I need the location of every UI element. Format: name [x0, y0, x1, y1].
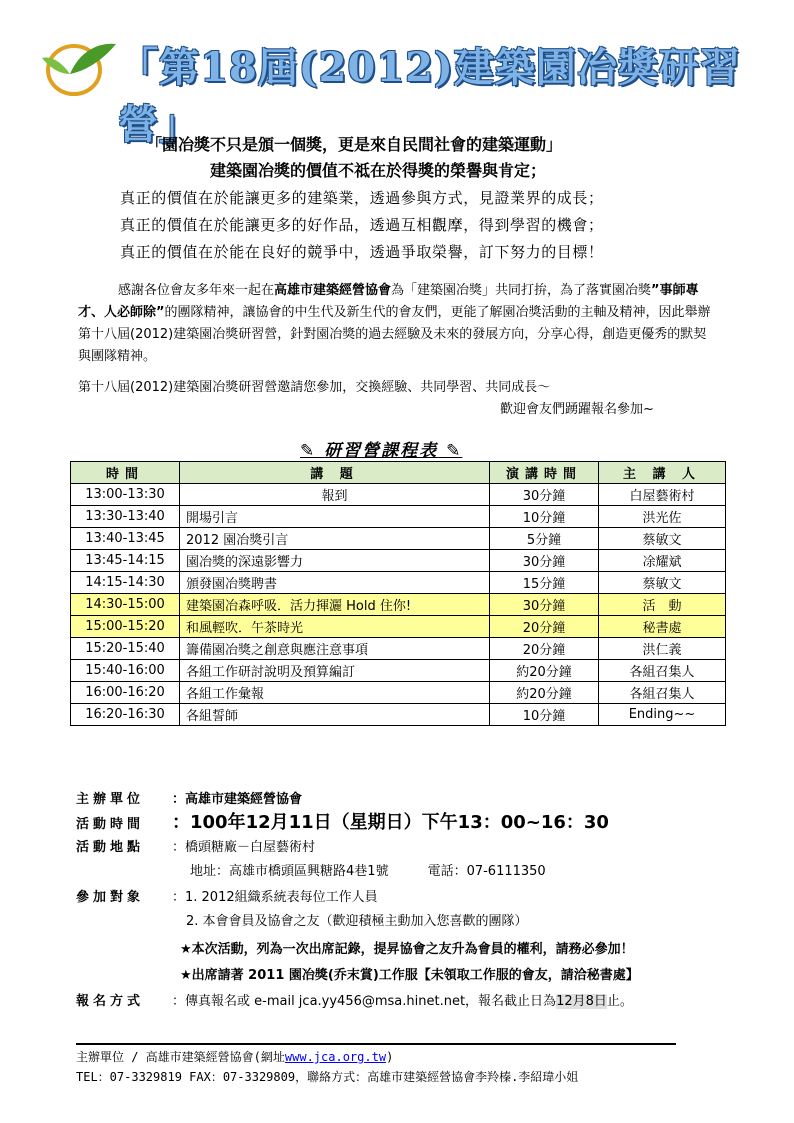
- cell-speaker: 洪仁義: [599, 638, 726, 660]
- cell-duration: 30分鐘: [490, 594, 599, 616]
- intro-paragraph: 感謝各位會友多年來一起在高雄市建築經營協會為「建築園冶獎」共同打拚，為了落實園冶獎”事師專才、人必師除”的團隊精神，讓協會的中生代及新生代的會友們，更能了解園冶獎活動的主軸及精神，因此舉辦第十八屆(2012)建築園冶獎研習營，針對園冶獎的過去經驗及未來的發展方向，分享心得，創造更優秀的默契與團隊精神。: [78, 283, 711, 364]
- cell-time: 13:00-13:30: [71, 484, 180, 506]
- pencil-icon: ✎: [438, 441, 463, 461]
- welcome-text: 歡迎會友們踴躍報名參加~: [500, 402, 654, 417]
- header-speaker: 主 講 人: [599, 462, 726, 484]
- organizer-row: 主辦單位 ：高雄市建築經營協會: [76, 788, 302, 807]
- cell-topic: 2012 園冶獎引言: [180, 528, 490, 550]
- footer-line-1: 主辦單位 / 高雄市建築經營協會(網址www.jca.org.tw): [76, 1050, 394, 1064]
- organizer-label: 主辦單位: [76, 792, 145, 807]
- table-header-row: [71, 462, 726, 484]
- cell-time: 14:15-14:30: [71, 572, 180, 594]
- slogan-line-1: 「園冶獎不只是頒一個獎，更是來自民間社會的建築運動」: [146, 135, 563, 154]
- table-row: [71, 660, 726, 682]
- header-time: 時間: [71, 462, 180, 484]
- cell-duration: 10分鐘: [490, 506, 599, 528]
- cell-topic: 園冶獎的深遠影響力: [180, 550, 490, 572]
- table-row: [71, 616, 726, 638]
- schedule-title: ✎ 研習營課程表 ✎: [300, 441, 463, 461]
- table-row: [71, 550, 726, 572]
- cell-topic: 開場引言: [180, 506, 490, 528]
- target-row-2: 2. 本會會員及協會之友（歡迎積極主動加入您喜歡的團隊）: [186, 914, 528, 929]
- cell-duration: 約20分鐘: [490, 660, 599, 682]
- pencil-icon: ✎: [300, 441, 325, 461]
- cell-time: 16:00-16:20: [71, 682, 180, 704]
- cell-duration: 30分鐘: [490, 484, 599, 506]
- table-row: [71, 682, 726, 704]
- verse-2: 真正的價值在於能讓更多的好作品，透過互相觀摩，得到學習的機會；: [120, 216, 604, 234]
- place-label: 活動地點: [76, 840, 145, 855]
- verse-1: 真正的價值在於能讓更多的建築業，透過參與方式，見證業界的成長；: [120, 189, 604, 207]
- signup-row: 報名方式 ：傳真報名或 e-mail jca.yy456@msa.hinet.net，報名截止日為12月8日止。: [76, 990, 633, 1009]
- place-row: 活動地點 ：橋頭糖廠－白屋藝術村: [76, 836, 315, 855]
- leaf-logo-icon: [40, 30, 120, 100]
- cell-speaker: 凃耀斌: [599, 550, 726, 572]
- website-link[interactable]: www.jca.org.tw: [284, 1050, 387, 1064]
- table-row: [71, 572, 726, 594]
- table-row: [71, 528, 726, 550]
- cell-duration: 20分鐘: [490, 638, 599, 660]
- table-row: [71, 594, 726, 616]
- cell-time: 13:45-14:15: [71, 550, 180, 572]
- time-row: 活動時間 ：100年12月11日（星期日）下午13：00~16：30: [76, 812, 609, 833]
- cell-topic: 籌備園冶獎之創意與應注意事項: [180, 638, 490, 660]
- signup-label: 報名方式: [76, 994, 145, 1009]
- time-label: 活動時間: [76, 817, 145, 832]
- footer-line-2: TEL：07-3329819 FAX：07-3329809，聯絡方式：高雄市建築經營協會李羚榛.李紹瑋小姐: [76, 1070, 579, 1084]
- cell-duration: 5分鐘: [490, 528, 599, 550]
- target-row: 參加對象 ：1. 2012組織系統表每位工作人員: [76, 886, 378, 905]
- cell-speaker: 蔡敏文: [599, 572, 726, 594]
- slogan-line-2: 建築園冶獎的價值不祗在於得獎的榮譽與肯定；: [210, 161, 547, 180]
- cell-time: 16:20-16:30: [71, 704, 180, 726]
- cell-time: 15:00-15:20: [71, 616, 180, 638]
- cell-duration: 10分鐘: [490, 704, 599, 726]
- cell-topic: 建築園冶森呼吸．活力揮灑 Hold 住你!: [180, 594, 490, 616]
- schedule-table: [70, 461, 726, 726]
- address-row: 地址：高雄市橋頭區興糖路4巷1號 電話：07-6111350: [190, 864, 546, 879]
- note-attendance: ★本次活動，列為一次出席記錄，提昇協會之友升為會員的權利，請務必參加！: [180, 942, 634, 957]
- cell-speaker: 洪光佐: [599, 506, 726, 528]
- deadline-date: 12月8日: [556, 994, 607, 1009]
- cell-topic: 各組誓師: [180, 704, 490, 726]
- cell-duration: 20分鐘: [490, 616, 599, 638]
- cell-speaker: 活 動: [599, 594, 726, 616]
- cell-topic: 和風輕吹．午茶時光: [180, 616, 490, 638]
- page-title: 「第18屆(2012)建築園冶獎研習營」: [118, 44, 741, 148]
- header-duration: 演講時間: [490, 462, 599, 484]
- footer-divider: [76, 1043, 676, 1045]
- cell-topic: 報到: [180, 484, 490, 506]
- cell-duration: 約20分鐘: [490, 682, 599, 704]
- table-row: [71, 484, 726, 506]
- cell-speaker: 秘書處: [599, 616, 726, 638]
- cell-duration: 15分鐘: [490, 572, 599, 594]
- invitation-text: 第十八屆(2012)建築園冶獎研習營邀請您參加，交換經驗、共同學習、共同成長～: [78, 380, 551, 395]
- table-row: [71, 638, 726, 660]
- org-name: 高雄市建築經營協會: [274, 283, 392, 298]
- target-label: 參加對象: [76, 890, 145, 905]
- cell-topic: 各組工作研討說明及預算編訂: [180, 660, 490, 682]
- table-row: [71, 704, 726, 726]
- table-row: [71, 506, 726, 528]
- cell-time: 15:40-16:00: [71, 660, 180, 682]
- cell-speaker: 白屋藝術村: [599, 484, 726, 506]
- cell-duration: 30分鐘: [490, 550, 599, 572]
- cell-time: 13:40-13:45: [71, 528, 180, 550]
- cell-time: 15:20-15:40: [71, 638, 180, 660]
- cell-topic: 頒發園冶獎聘書: [180, 572, 490, 594]
- cell-time: 14:30-15:00: [71, 594, 180, 616]
- cell-time: 13:30-13:40: [71, 506, 180, 528]
- verse-3: 真正的價值在於能在良好的競爭中，透過爭取榮譽，訂下努力的目標！: [120, 243, 604, 261]
- motto: ”事師專才、人必師除”: [78, 283, 699, 320]
- cell-topic: 各組工作彙報: [180, 682, 490, 704]
- cell-speaker: 各組召集人: [599, 682, 726, 704]
- note-uniform: ★出席請著 2011 園冶獎(乔末賞)工作服【未領取工作服的會友，請洽秘書處】: [180, 968, 639, 983]
- cell-speaker: 蔡敏文: [599, 528, 726, 550]
- cell-speaker: Ending~~: [599, 704, 726, 726]
- cell-speaker: 各組召集人: [599, 660, 726, 682]
- header-topic: 講 題: [180, 462, 490, 484]
